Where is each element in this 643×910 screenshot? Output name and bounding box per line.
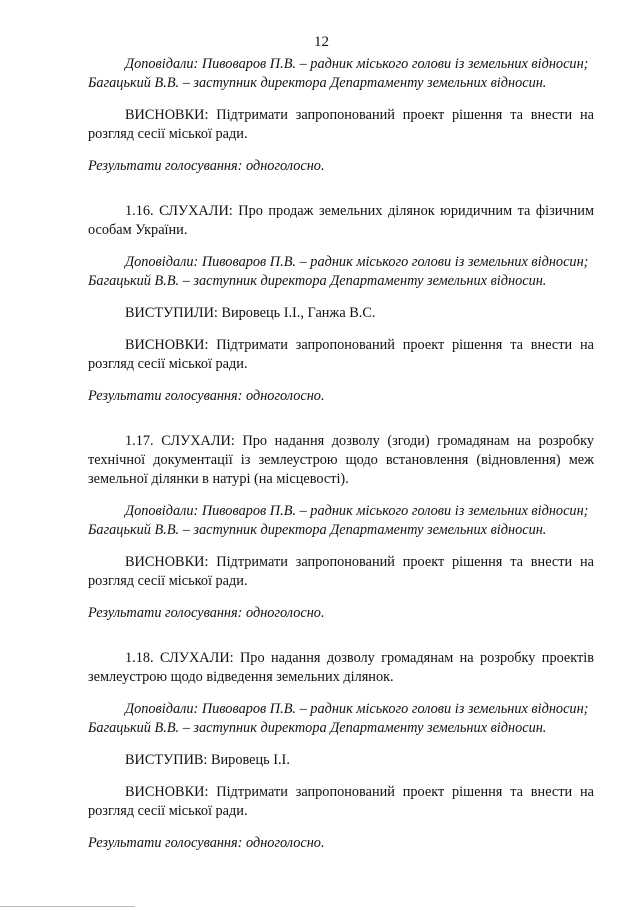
conclusion: ВИСНОВКИ: Підтримати запропонований проект рішення та внести на розгляд сесії міської ради. xyxy=(88,337,594,372)
section-continuation xyxy=(88,55,594,176)
speakers: ВИСТУПИЛИ: Вировець І.І., Ганжа В.С. xyxy=(125,305,376,321)
reporters-line: Багацький В.В. – заступник директора Департаменту земельних відносин. xyxy=(88,720,547,736)
section-heading: 1.16. СЛУХАЛИ: Про продаж земельних ділянок юридичним та фізичним особам України. xyxy=(88,203,594,238)
reporters-line: Багацький В.В. – заступник директора Департаменту земельних відносин. xyxy=(88,273,547,289)
reporters-line: Доповідали: Пивоваров П.В. – радник міського голови із земельних відносин; xyxy=(125,701,589,717)
section-1-18 xyxy=(88,649,594,853)
page-number: 12 xyxy=(314,34,329,50)
section-1-16 xyxy=(88,202,594,406)
speakers: ВИСТУПИВ: Вировець І.І. xyxy=(125,752,290,768)
section-1-17 xyxy=(88,432,594,623)
reporters-line: Багацький В.В. – заступник директора Департаменту земельних відносин. xyxy=(88,75,547,91)
reporters-line: Багацький В.В. – заступник директора Департаменту земельних відносин. xyxy=(88,522,547,538)
reporters-line: Доповідали: Пивоваров П.В. – радник міського голови із земельних відносин; xyxy=(125,254,589,270)
scan-edge-divider xyxy=(0,906,135,907)
section-heading: 1.18. СЛУХАЛИ: Про надання дозволу громадянам на розробку проектів землеустрою щодо відведення земельних ділянок. xyxy=(88,650,594,685)
conclusion: ВИСНОВКИ: Підтримати запропонований проект рішення та внести на розгляд сесії міської ради. xyxy=(88,107,594,142)
document-body xyxy=(88,55,594,853)
vote-result: Результати голосування: одноголосно. xyxy=(88,605,325,621)
conclusion: ВИСНОВКИ: Підтримати запропонований проект рішення та внести на розгляд сесії міської ради. xyxy=(88,784,594,819)
reporters-line: Доповідали: Пивоваров П.В. – радник міського голови із земельних відносин; xyxy=(125,503,589,519)
vote-result: Результати голосування: одноголосно. xyxy=(88,835,325,851)
section-heading: 1.17. СЛУХАЛИ: Про надання дозволу (згоди) громадянам на розробку технічної документації із землеустрою щодо встановлення (відновлення) меж земельної ділянки в натурі (на місцевості). xyxy=(88,433,594,487)
vote-result: Результати голосування: одноголосно. xyxy=(88,388,325,404)
reporters-line: Доповідали: Пивоваров П.В. – радник міського голови із земельних відносин; xyxy=(125,56,589,72)
vote-result: Результати голосування: одноголосно. xyxy=(88,158,325,174)
conclusion: ВИСНОВКИ: Підтримати запропонований проект рішення та внести на розгляд сесії міської ради. xyxy=(88,554,594,589)
